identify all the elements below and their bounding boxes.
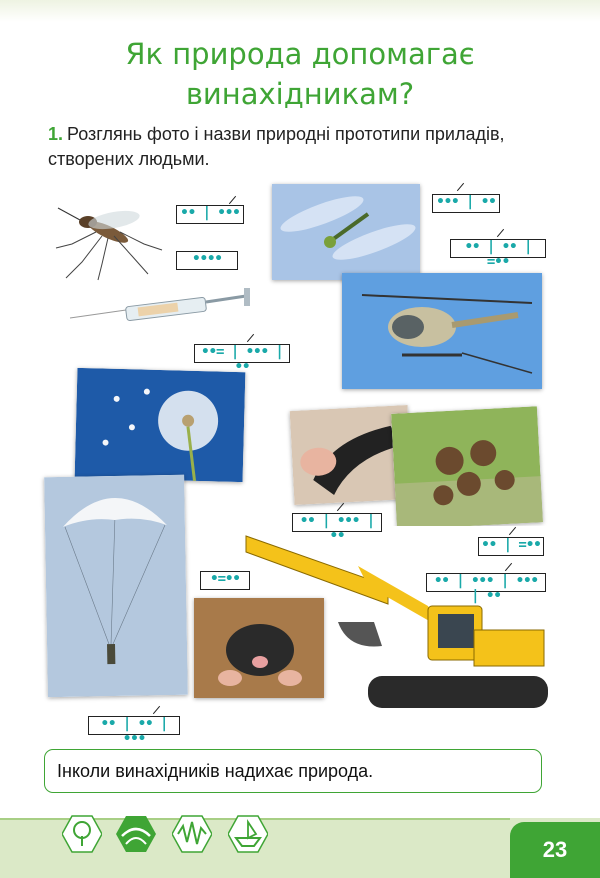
dandelion-photo [75, 368, 246, 482]
word-scheme: •• | ••• [176, 205, 244, 224]
helicopter-photo [342, 273, 542, 389]
task-text: Розглянь фото і назви природні прототипи приладів, створених людьми. [48, 124, 505, 169]
page-number: 23 [510, 822, 600, 878]
word-scheme: ••= | ••• | •• [194, 344, 290, 363]
word-scheme: •• | ••• | ••• | •• [426, 573, 546, 592]
wave-icon [172, 814, 212, 854]
word-scheme: •• | •• | =•• [450, 239, 546, 258]
bridge-icon [116, 814, 156, 854]
word-scheme: •• | =•• [478, 537, 544, 556]
stress-mark [153, 706, 160, 714]
stress-mark [247, 334, 254, 342]
word-scheme: •=•• [200, 571, 250, 590]
page-title [0, 34, 600, 114]
word-scheme: •• | •• | ••• [88, 716, 180, 735]
stress-mark [457, 183, 464, 191]
dragonfly-photo [272, 184, 420, 280]
title-line-1: Як природа допомагає [125, 37, 475, 71]
word-scheme: •• | ••• | •• [292, 513, 382, 532]
title-line-2: винахідникам? [185, 77, 415, 111]
parachute-photo [44, 475, 188, 697]
boat-icon [228, 814, 268, 854]
top-band [0, 0, 600, 22]
word-scheme: •••• [176, 251, 238, 270]
burdock-photo [391, 406, 543, 529]
callout-box: Інколи винахідників надихає природа. [44, 749, 542, 793]
mosquito-photo [52, 192, 164, 282]
word-scheme: ••• | •• [432, 194, 500, 213]
stress-mark [497, 229, 504, 237]
tree-icon [62, 814, 102, 854]
task-number: 1. [48, 124, 64, 144]
mole-photo [194, 598, 324, 698]
syringe-photo [66, 286, 254, 326]
stress-mark [229, 196, 236, 204]
task-instruction [48, 122, 558, 172]
stress-mark [337, 503, 344, 511]
